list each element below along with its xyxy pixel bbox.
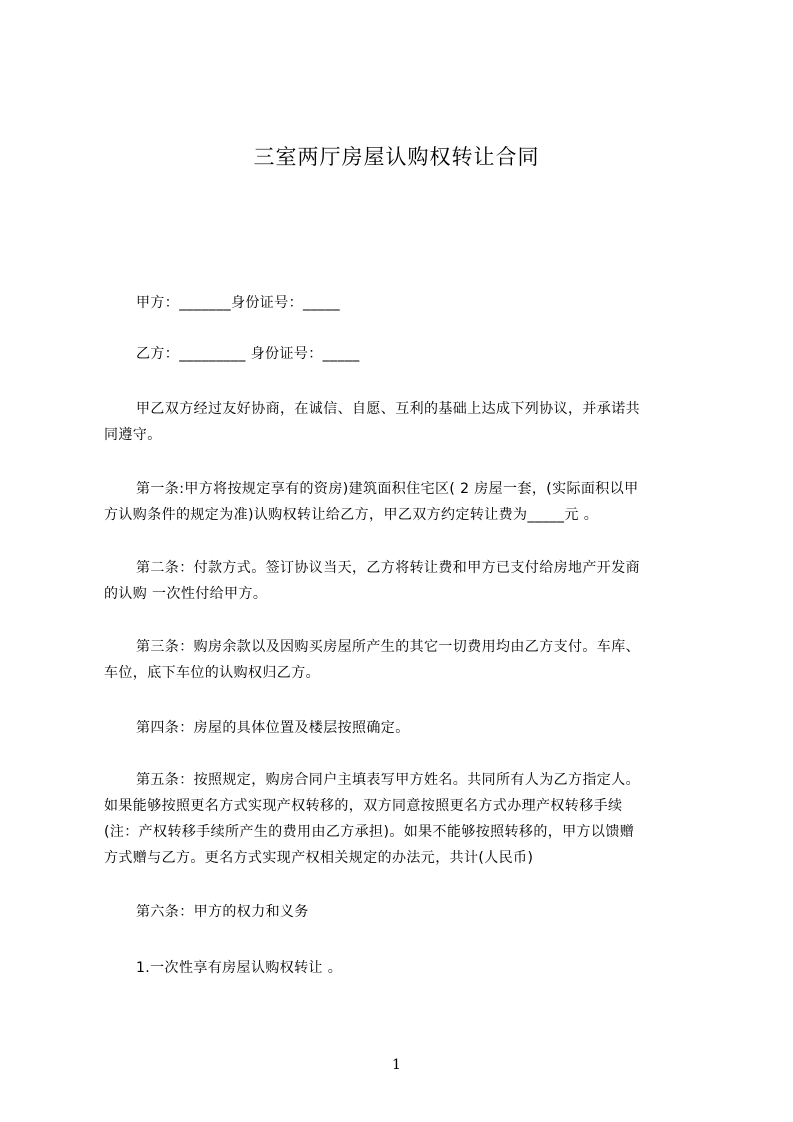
party-a-line <box>104 290 704 316</box>
article-1-paragraph <box>104 476 704 528</box>
article-5-paragraph <box>104 767 704 871</box>
article-1-line-2: 方认购条件的规定为准)认购权转让给乙方，甲乙双方约定转让费为_____元 。 <box>104 507 599 523</box>
item-1-paragraph <box>104 955 704 981</box>
party-a-text: 甲方：_______身份证号：_____ <box>136 295 340 311</box>
preamble-line-1: 甲乙双方经过友好协商，在诚信、自愿、互利的基础上达成下列协议，并承诺共 <box>136 401 640 417</box>
page-number: 1 <box>392 1057 401 1073</box>
article-5-line-1: 第五条：按照规定，购房合同户主填表写甲方姓名。共同所有人为乙方指定人。 <box>136 772 640 788</box>
party-b-line <box>104 341 704 367</box>
article-6-paragraph <box>104 899 704 925</box>
article-5-line-2: 如果能够按照更名方式实现产权转移的，双方同意按照更名方式办理产权转移手续 <box>104 798 623 814</box>
party-b-text: 乙方：_________ 身份证号：_____ <box>136 346 360 362</box>
article-3-line-2: 车位，底下车位的认购权归乙方。 <box>104 665 320 681</box>
article-2-paragraph <box>104 555 704 607</box>
article-2-line-2: 的认购 一次性付给甲方。 <box>104 586 268 602</box>
article-4-text: 第四条：房屋的具体位置及楼层按照确定。 <box>136 720 410 736</box>
article-4-paragraph <box>104 715 704 741</box>
document-title: 三室两厅房屋认购权转让合同 <box>253 145 540 169</box>
article-1-line-1: 第一条:甲方将按规定享有的资房)建筑面积住宅区( 2 房屋一套，(实际面积以甲 <box>136 481 639 497</box>
article-5-line-4: 方式赠与乙方。更名方式实现产权相关规定的办法元，共计(人民币) <box>104 850 534 866</box>
article-5-line-3: (注：产权转移手续所产生的费用由乙方承担)。如果不能够按照转移的，甲方以馈赠 <box>104 824 635 840</box>
preamble-paragraph <box>104 396 704 448</box>
article-6-text: 第六条：甲方的权力和义务 <box>136 904 309 920</box>
item-1-text: 1.一次性享有房屋认购权转让 。 <box>136 960 343 976</box>
article-3-line-1: 第三条：购房余款以及因购买房屋所产生的其它一切费用均由乙方支付。车库、 <box>136 639 640 655</box>
article-3-paragraph <box>104 634 704 686</box>
preamble-line-2: 同遵守。 <box>104 427 162 443</box>
article-2-line-1: 第二条：付款方式。签订协议当天，乙方将转让费和甲方已支付给房地产开发商 <box>136 560 640 576</box>
